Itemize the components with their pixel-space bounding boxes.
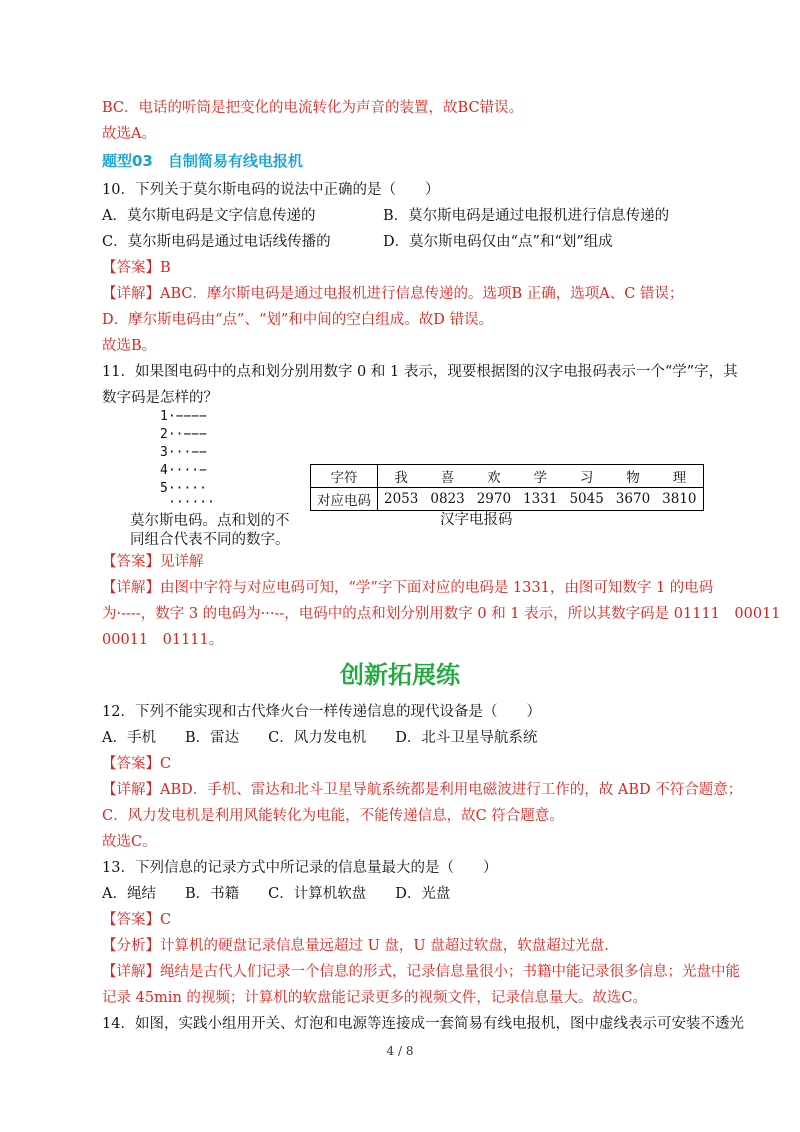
explanation: D．摩尔斯电码由“点”、“划”和中间的空白组成。故D 错误。 bbox=[102, 312, 494, 328]
options: A．手机 B．雷达 C．风力发电机 D．北斗卫星导航系统 bbox=[102, 730, 538, 746]
figure-caption: 同组合代表不同的数字。 bbox=[130, 532, 290, 548]
table-cell: 3670 bbox=[610, 488, 656, 511]
question-11-cont: 数字码是怎样的？ bbox=[102, 390, 218, 406]
table-cell: 3810 bbox=[656, 488, 703, 511]
table-cell: 学 bbox=[517, 465, 563, 488]
table-cell: 我 bbox=[378, 465, 425, 488]
question-13: 13．下列信息的记录方式中所记录的信息量最大的是（ ） bbox=[102, 860, 498, 876]
answer: 【答案】B bbox=[102, 260, 171, 276]
analysis: 【分析】计算机的硬盘记录信息量远超过 U 盘，U 盘超过软盘，软盘超过光盘. bbox=[102, 938, 609, 954]
explanation: 【详解】由图中字符与对应电码可知，“学”字下面对应的电码是 1331，由图可知数字 1 的电码 bbox=[102, 580, 714, 596]
explanation: 【详解】ABD．手机、雷达和北斗卫星导航系统都是利用电磁波进行工作的，故 ABD 不符合题意； bbox=[102, 782, 743, 798]
explanation: 00011 01111。 bbox=[102, 632, 224, 648]
answer: 【答案】C bbox=[102, 756, 172, 772]
explanation: C．风力发电机是利用风能转化为电能，不能传递信息，故C 符合题意。 bbox=[102, 808, 564, 824]
explanation: 【详解】绳结是古代人们记录一个信息的形式，记录信息量很小；书籍中能记录很多信息；光盘中能 bbox=[102, 964, 740, 980]
question-12: 12．下列不能实现和古代烽火台一样传递信息的现代设备是（ ） bbox=[102, 704, 541, 720]
question-11: 11．如果图电码中的点和划分别用数字 0 和 1 表示，现要根据图的汉字电报码表示一个“学”字，其 bbox=[102, 364, 738, 380]
table-cell: 习 bbox=[563, 465, 609, 488]
conclusion: 故选C。 bbox=[102, 834, 157, 850]
section-title: 创新拓展练 bbox=[340, 661, 460, 689]
conclusion: 故选B。 bbox=[102, 338, 157, 354]
text-line: 故选A。 bbox=[102, 126, 156, 142]
morse-row: 2··−−− bbox=[160, 427, 207, 442]
option-b: B．莫尔斯电码是通过电报机进行信息传递的 bbox=[383, 208, 670, 224]
question-14: 14．如图，实践小组用开关、灯泡和电源等连接成一套简易有线电报机，图中虚线表示可安装不透光 bbox=[102, 1016, 744, 1032]
table-row bbox=[311, 465, 704, 488]
question-10: 10．下列关于莫尔斯电码的说法中正确的是（ ） bbox=[102, 182, 440, 198]
answer: 【答案】C bbox=[102, 912, 172, 928]
table-header-cell: 字符 bbox=[311, 465, 378, 488]
table-cell: 5045 bbox=[563, 488, 609, 511]
option-c: C．莫尔斯电码是通过电话线传播的 bbox=[102, 234, 331, 250]
table-cell: 2053 bbox=[378, 488, 425, 511]
option-a: A．莫尔斯电码是文字信息传递的 bbox=[102, 208, 316, 224]
table-caption: 汉字电报码 bbox=[440, 512, 513, 528]
table-cell: 欢 bbox=[471, 465, 517, 488]
option-d: D．莫尔斯电码仅由“点”和“划”组成 bbox=[383, 234, 613, 250]
morse-row: 5····· bbox=[160, 481, 207, 496]
table-cell: 喜 bbox=[424, 465, 470, 488]
section-heading: 题型03 自制简易有线电报机 bbox=[102, 152, 303, 170]
options: A．绳结 B．书籍 C．计算机软盘 D．光盘 bbox=[102, 886, 451, 902]
morse-row: 3···−− bbox=[160, 445, 207, 460]
telegraph-code-table bbox=[310, 464, 704, 511]
explanation: 【详解】ABC．摩尔斯电码是通过电报机进行信息传递的。选项B 正确，选项A、C 错误； bbox=[102, 286, 684, 302]
morse-row: 1·−−−− bbox=[160, 409, 207, 424]
table-cell: 0823 bbox=[424, 488, 470, 511]
morse-row: 4····− bbox=[160, 463, 207, 478]
answer: 【答案】见详解 bbox=[102, 554, 204, 570]
morse-row: ······ bbox=[168, 495, 215, 510]
figure-caption: 莫尔斯电码。点和划的不 bbox=[130, 513, 290, 529]
page-number: 4 / 8 bbox=[386, 1044, 414, 1058]
text-line: BC．电话的听筒是把变化的电流转化为声音的装置，故BC错误。 bbox=[102, 100, 524, 116]
table-cell: 1331 bbox=[517, 488, 563, 511]
explanation: 为·----，数字 3 的电码为···--，电码中的点和划分别用数字 0 和 1 表示，所以其数字码是 01111 00011 bbox=[102, 606, 781, 622]
table-cell: 物 bbox=[610, 465, 656, 488]
table-row bbox=[311, 488, 704, 511]
table-header-cell: 对应电码 bbox=[311, 488, 378, 511]
table-cell: 2970 bbox=[471, 488, 517, 511]
explanation: 记录 45min 的视频；计算机的软盘能记录更多的视频文件，记录信息量大。故选C。 bbox=[102, 990, 647, 1006]
table-cell: 理 bbox=[656, 465, 703, 488]
